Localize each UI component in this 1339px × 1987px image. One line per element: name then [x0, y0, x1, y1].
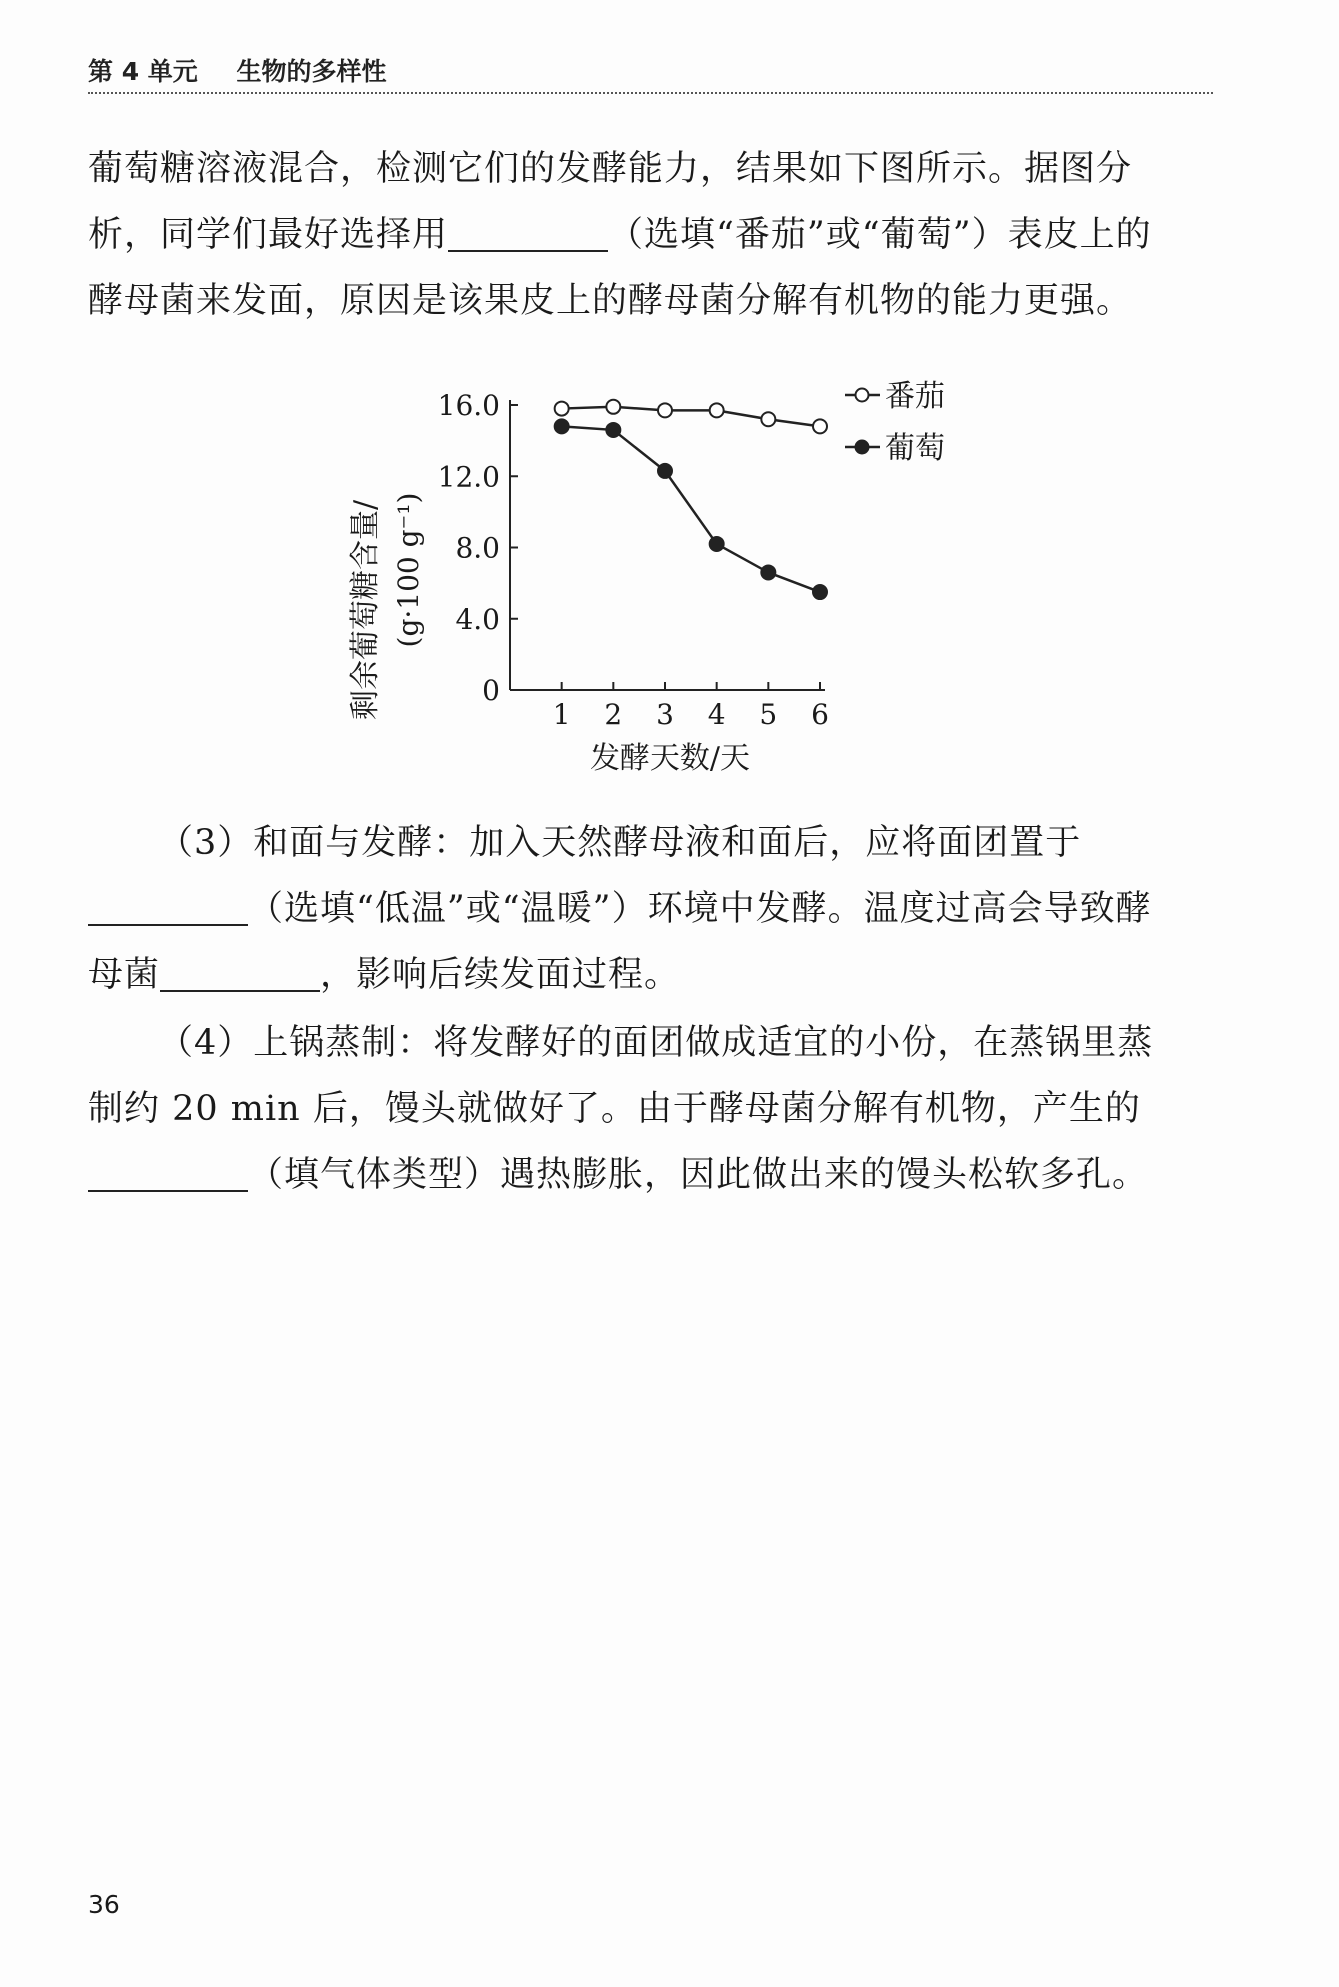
y-tick-label: 12.0: [437, 460, 500, 494]
paragraph-line: 葡萄糖溶液混合，检测它们的发酵能力，结果如下图所示。据图分: [88, 149, 1133, 189]
paragraph-line: [88, 876, 1218, 942]
y-axis-label: 剩余葡萄糖含量/: [348, 499, 383, 721]
x-axis-label: 发酵天数/天: [589, 741, 751, 776]
paragraph-line: 制约 20 min 后，馒头就做好了。由于酵母菌分解有机物，产生的: [88, 1089, 1141, 1129]
series-line-grape: [562, 426, 820, 592]
paragraph-line: （3）和面与发酵：加入天然酵母液和面后，应将面团置于: [158, 823, 1082, 863]
data-point-tomato: [710, 403, 724, 417]
x-tick-label: 4: [707, 698, 726, 731]
unit-title: 生物的多样性: [236, 57, 387, 86]
data-point-grape: [710, 537, 724, 551]
paragraph-line: [88, 942, 1218, 1008]
data-point-tomato: [658, 403, 672, 417]
y-tick-label: 16.0: [437, 389, 500, 422]
text-segment: （填气体类型）遇热膨胀，因此做出来的馒头松软多孔。: [248, 1155, 1149, 1195]
text-segment: （选填“番茄”或“葡萄”）表皮上的: [608, 215, 1152, 255]
paragraph-line: [88, 202, 1218, 268]
data-point-grape: [606, 423, 620, 437]
data-point-grape: [555, 419, 569, 433]
answer-blank-2[interactable]: [88, 884, 248, 926]
data-point-tomato: [606, 400, 620, 414]
paragraph-line: （4）上锅蒸制：将发酵好的面团做成适宜的小份，在蒸锅里蒸: [158, 1023, 1154, 1063]
text-segment: 析，同学们最好选择用: [88, 215, 449, 255]
data-point-grape: [761, 565, 775, 579]
data-point-tomato: [555, 402, 569, 416]
y-axis-unit-label: (g·100 g⁻¹): [392, 492, 425, 648]
text-segment: 母菌: [88, 955, 161, 995]
x-tick-label: 6: [811, 698, 829, 731]
fermentation-line-chart: [340, 370, 1000, 790]
paragraph-line: 酵母菌来发面，原因是该果皮上的酵母菌分解有机物的能力更强。: [88, 281, 1133, 321]
legend-marker: [856, 441, 869, 454]
legend-label: 番茄: [885, 379, 945, 414]
unit-label: 第 4 单元: [88, 57, 198, 86]
paragraph-line: [88, 1142, 1218, 1208]
page-number: 36: [88, 1890, 120, 1919]
text-segment: ，影响后续发面过程。: [320, 955, 681, 995]
y-tick-label: 0: [482, 674, 500, 707]
data-point-grape: [658, 464, 672, 478]
y-tick-label: 4.0: [455, 602, 500, 636]
data-point-tomato: [761, 412, 775, 426]
text-segment: （选填“低温”或“温暖”）环境中发酵。温度过高会导致酵: [248, 889, 1152, 929]
x-tick-label: 2: [604, 698, 623, 731]
answer-blank-3[interactable]: [160, 950, 320, 992]
x-tick-label: 1: [552, 698, 571, 731]
legend-label: 葡萄: [885, 431, 945, 466]
page-header: [88, 52, 1213, 94]
x-tick-label: 3: [656, 698, 674, 731]
data-point-grape: [813, 585, 827, 599]
answer-blank-1[interactable]: [448, 210, 608, 252]
series-line-tomato: [562, 407, 820, 427]
y-tick-label: 8.0: [455, 531, 500, 565]
legend-marker: [856, 389, 869, 402]
answer-blank-4[interactable]: [88, 1150, 248, 1192]
x-tick-label: 5: [759, 698, 778, 731]
data-point-tomato: [813, 419, 827, 433]
